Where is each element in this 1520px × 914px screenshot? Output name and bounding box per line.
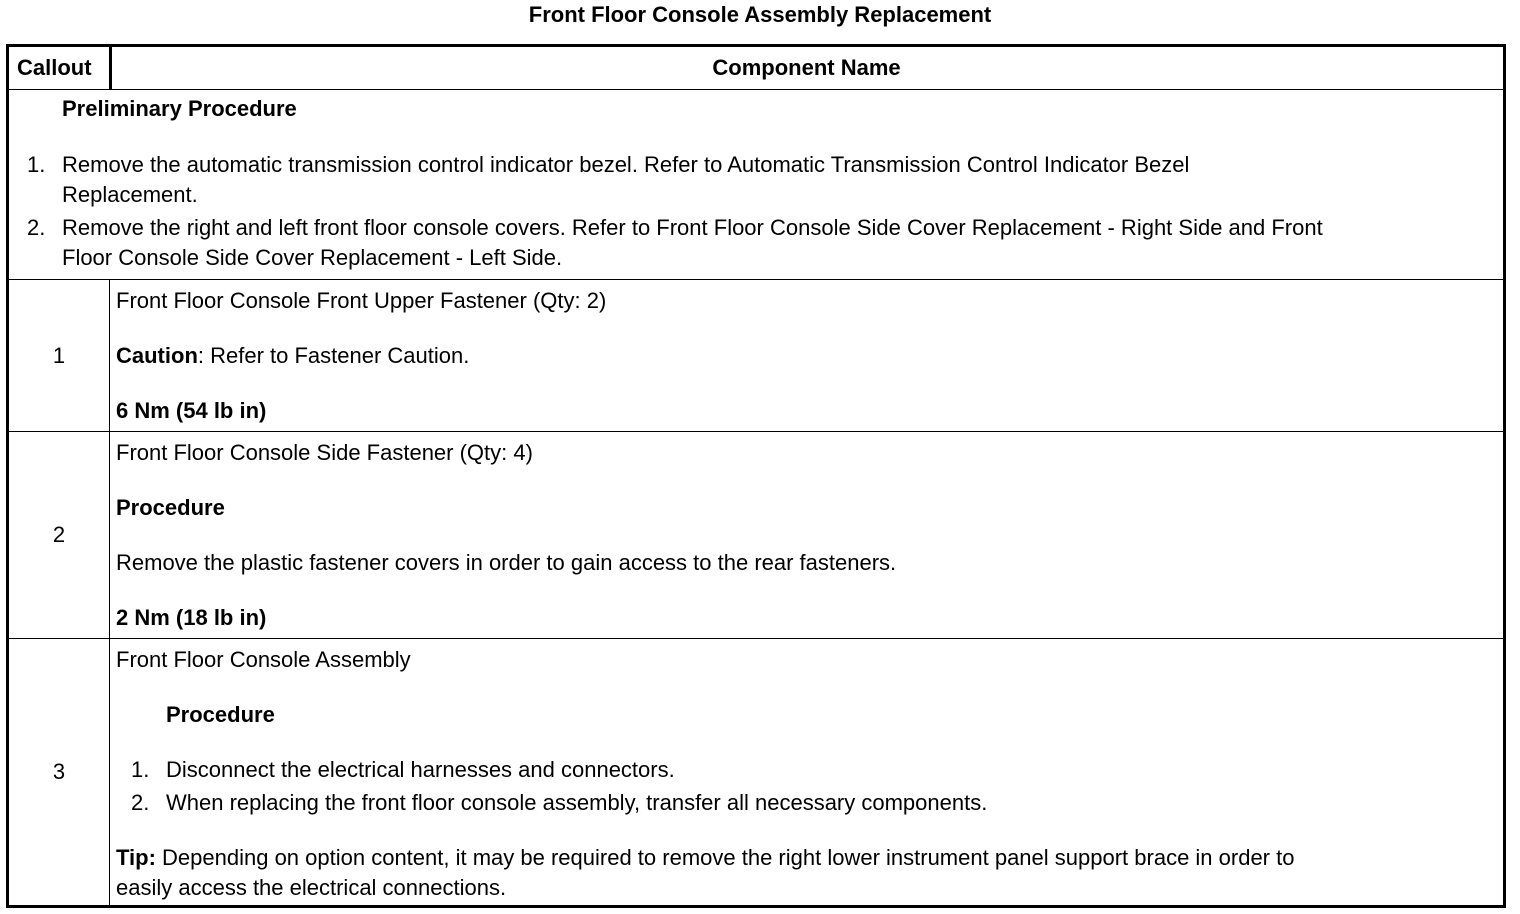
table-row xyxy=(9,639,1503,905)
procedure-label: Procedure xyxy=(166,702,275,727)
preliminary-step-text: Replacement. xyxy=(62,182,198,207)
table-header-row xyxy=(9,47,1503,90)
preliminary-step-number: 2. xyxy=(27,215,46,240)
callout-number: 1 xyxy=(9,280,110,431)
callout-column-header: Callout xyxy=(9,47,110,89)
callout-number: 3 xyxy=(9,639,110,905)
table-row xyxy=(9,432,1503,639)
component-name: Front Floor Console Side Fastener (Qty: 4) xyxy=(116,440,533,465)
caution-text: : Refer to Fastener Caution. xyxy=(197,343,470,368)
procedure-step-number: 2. xyxy=(131,790,150,815)
procedure-label: Procedure xyxy=(116,495,225,520)
procedure-step-number: 1. xyxy=(131,757,150,782)
procedure-text: Remove the plastic fastener covers in order to gain access to the rear fasteners. xyxy=(116,550,897,575)
component-name: Front Floor Console Assembly xyxy=(116,647,411,672)
component-cell xyxy=(116,432,1503,638)
tip-text: Depending on option content, it may be required to remove the right lower instrument panel support brace in order to xyxy=(155,845,1295,870)
tip-text: easily access the electrical connections. xyxy=(116,875,507,900)
caution-note xyxy=(116,341,469,371)
table-row xyxy=(9,280,1503,432)
preliminary-step-text: Remove the right and left front floor console covers. Refer to Front Floor Console Side Cover Replacement - Right Side and Front xyxy=(62,215,1323,240)
component-table xyxy=(6,44,1506,908)
torque-spec: 6 Nm (54 lb in) xyxy=(116,398,267,423)
component-name-column-header: Component Name xyxy=(712,55,901,80)
preliminary-heading: Preliminary Procedure xyxy=(62,96,297,121)
tip-note xyxy=(116,843,1294,873)
callout-number: 2 xyxy=(9,432,110,638)
preliminary-step-number: 1. xyxy=(27,152,46,177)
caution-label: Caution xyxy=(116,343,198,368)
page-title: Front Floor Console Assembly Replacement xyxy=(528,2,992,27)
component-name: Front Floor Console Front Upper Fastener (Qty: 2) xyxy=(116,288,607,313)
component-cell xyxy=(116,639,1503,905)
preliminary-procedure-row xyxy=(9,90,1503,280)
procedure-step-text: Disconnect the electrical harnesses and connectors. xyxy=(166,757,675,782)
preliminary-step-text: Remove the automatic transmission control indicator bezel. Refer to Automatic Transmission Control Indicator Bezel xyxy=(62,152,1190,177)
preliminary-step-text: Floor Console Side Cover Replacement - Left Side. xyxy=(62,245,563,270)
torque-spec: 2 Nm (18 lb in) xyxy=(116,605,267,630)
procedure-step-text: When replacing the front floor console assembly, transfer all necessary components. xyxy=(166,790,988,815)
component-cell xyxy=(116,280,1503,431)
tip-label: Tip: xyxy=(116,845,156,870)
